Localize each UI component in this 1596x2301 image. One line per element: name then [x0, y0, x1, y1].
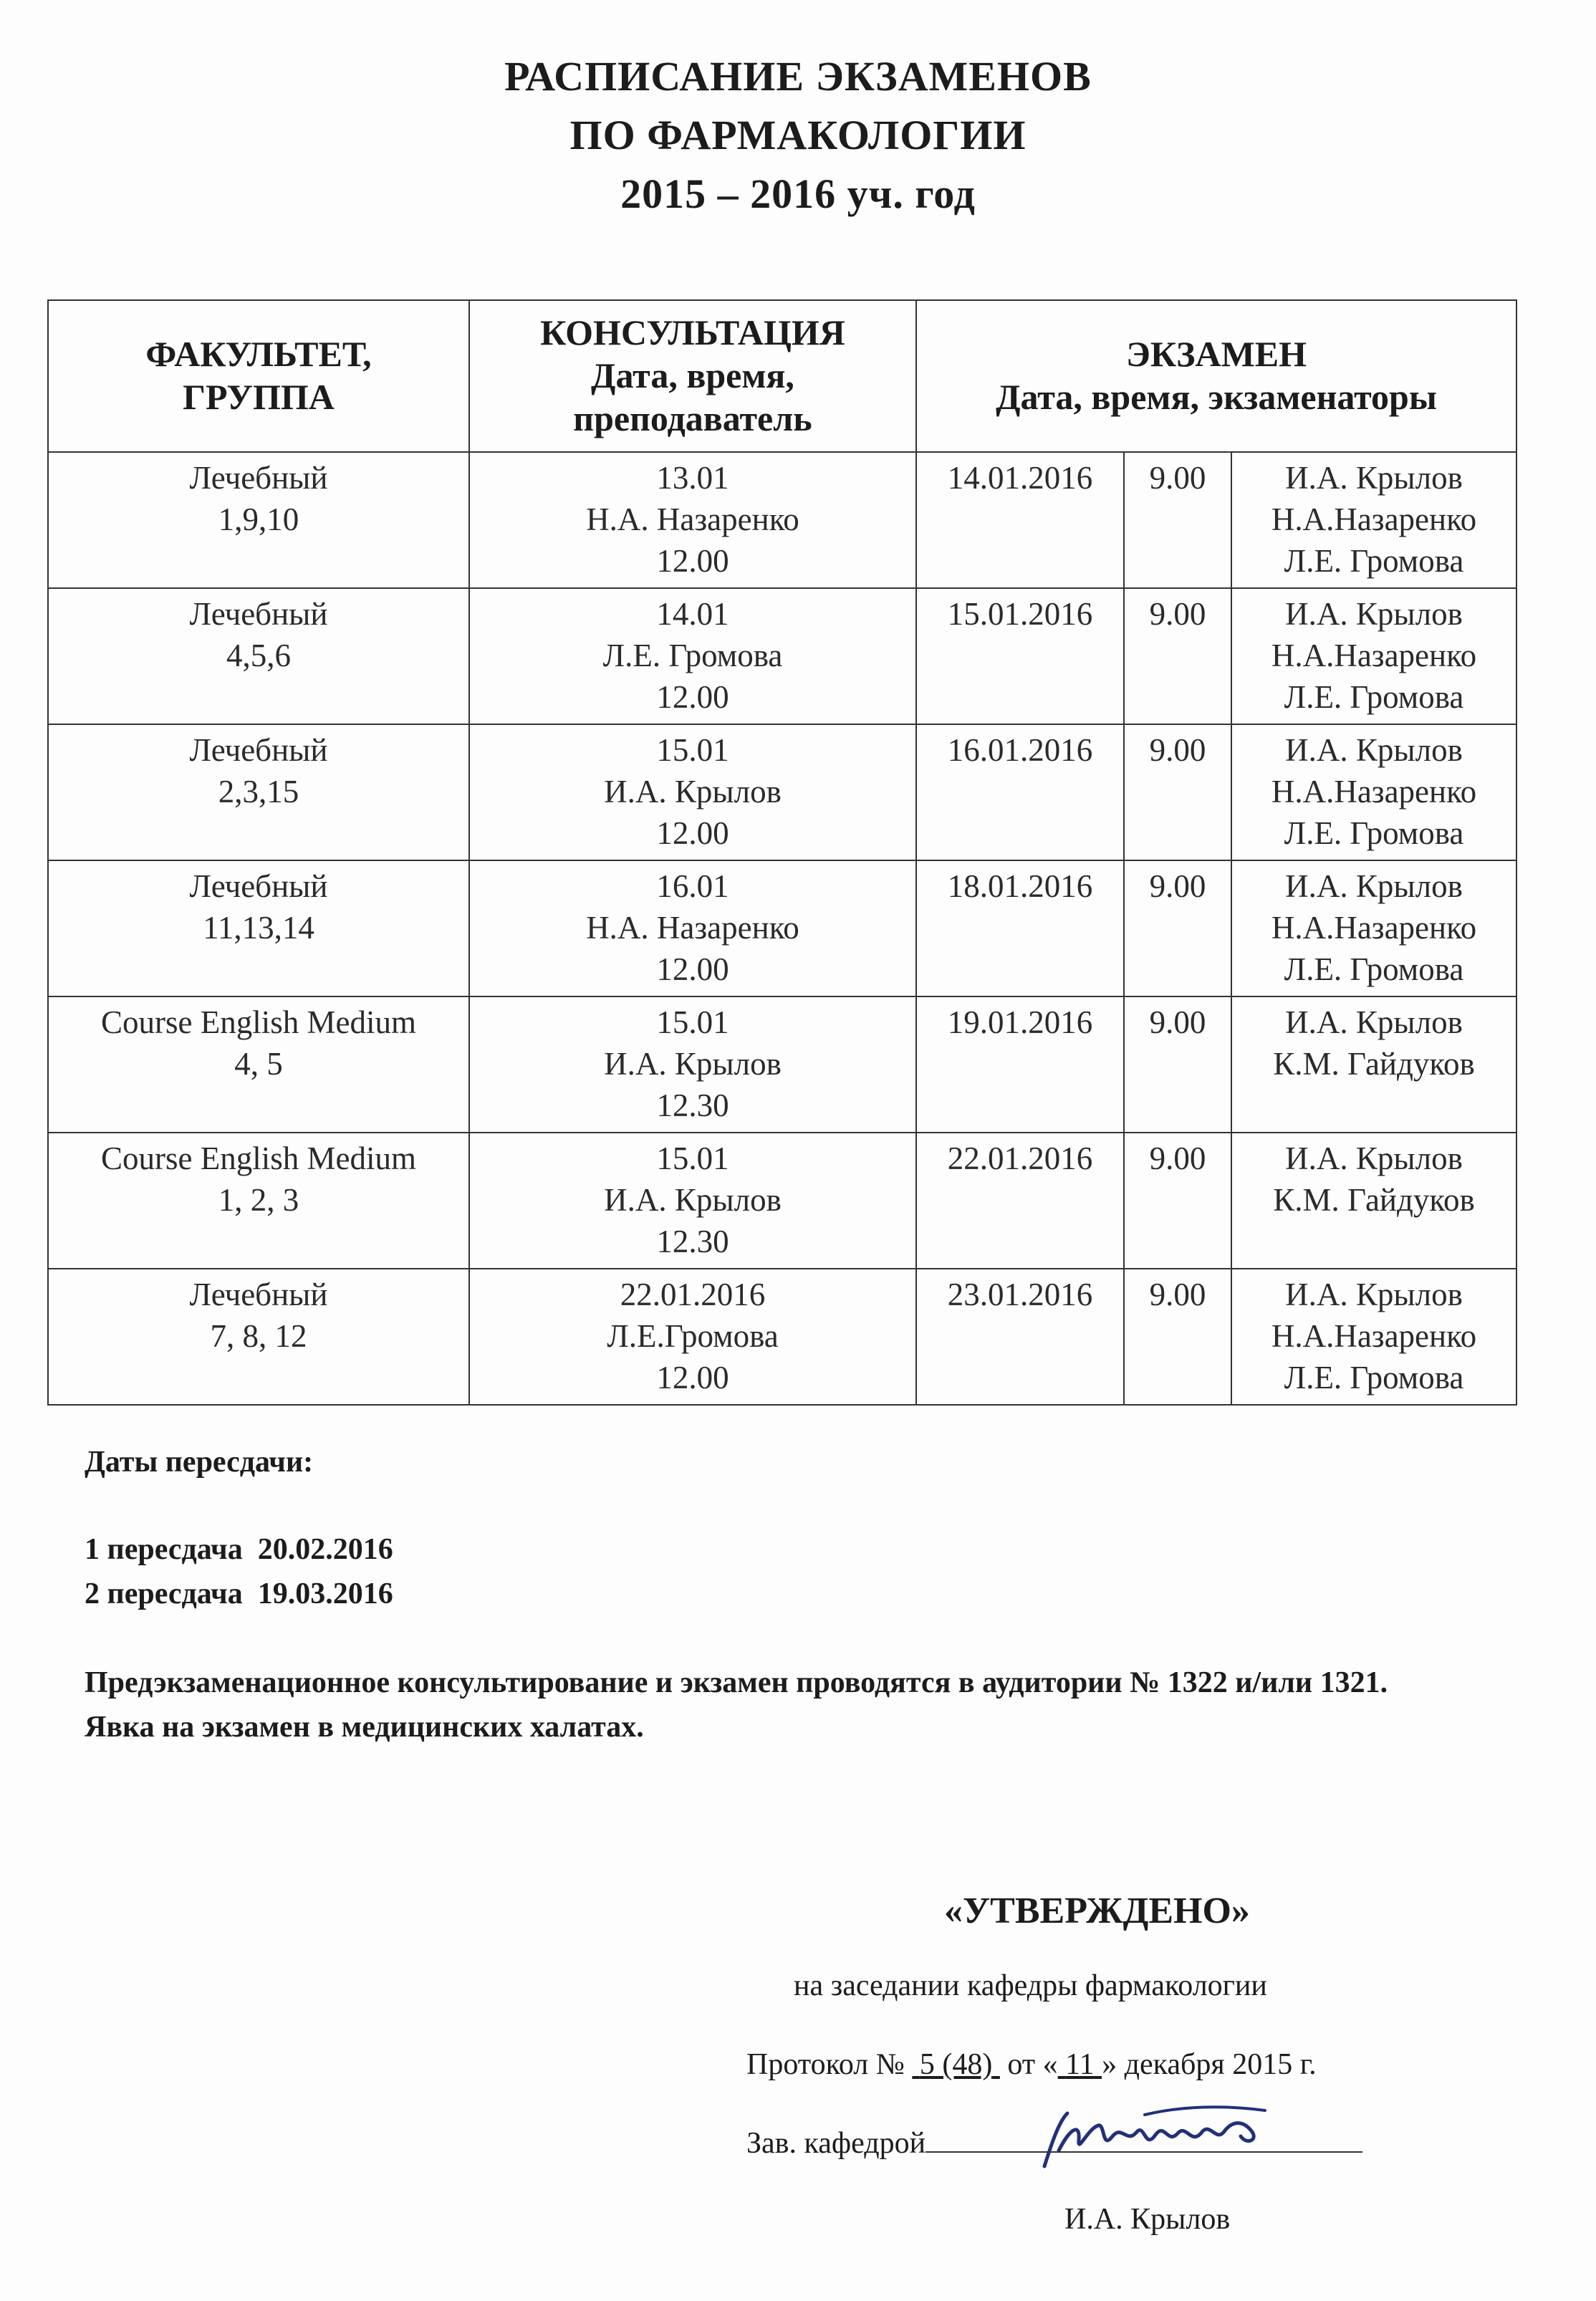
cell-examiners: И.А. Крылов Н.А.Назаренко Л.Е. Громова: [1231, 724, 1516, 860]
table-row: [48, 1133, 1516, 1269]
cell-faculty-group: Лечебный 4,5,6: [48, 588, 469, 724]
header-consultation: КОНСУЛЬТАЦИЯ Дата, время, преподаватель: [469, 300, 916, 452]
cell-examiners: И.А. Крылов Н.А.Назаренко Л.Е. Громова: [1231, 860, 1516, 996]
table-row: [48, 588, 1516, 724]
protocol-day: 11: [1065, 2048, 1095, 2081]
cell-exam-date: 16.01.2016: [916, 724, 1124, 860]
approval-title: «УТВЕРЖДЕНО»: [944, 1891, 1250, 1931]
table-row: [48, 724, 1516, 860]
document-title: [0, 47, 1596, 224]
cell-exam-time: 9.00: [1124, 1133, 1231, 1269]
location-note: Предэкзаменационное консультирование и экзамен проводятся в аудитории № 1322 и/или 1321.: [85, 1666, 1388, 1699]
cell-exam-date: 18.01.2016: [916, 860, 1124, 996]
table-row: [48, 1269, 1516, 1405]
cell-consultation: 14.01 Л.Е. Громова 12.00: [469, 588, 916, 724]
retakes-block: [85, 1440, 1510, 1484]
cell-exam-time: 9.00: [1124, 588, 1231, 724]
cell-exam-date: 15.01.2016: [916, 588, 1124, 724]
protocol-number: 5 (48): [919, 2048, 993, 2081]
cell-faculty-group: Лечебный 7, 8, 12: [48, 1269, 469, 1405]
cell-exam-date: 14.01.2016: [916, 452, 1124, 588]
exam-notes: [85, 1661, 1510, 1749]
cell-examiners: И.А. Крылов Н.А.Назаренко Л.Е. Громова: [1231, 452, 1516, 588]
cell-examiners: И.А. Крылов Н.А.Назаренко Л.Е. Громова: [1231, 588, 1516, 724]
title-line-2: ПО ФАРМАКОЛОГИИ: [569, 112, 1027, 158]
cell-exam-time: 9.00: [1124, 1269, 1231, 1405]
approval-head: Зав. кафедрой: [746, 2122, 1362, 2165]
exam-schedule-table: [47, 299, 1517, 1406]
cell-exam-time: 9.00: [1124, 860, 1231, 996]
cell-examiners: И.А. Крылов К.М. Гайдуков: [1231, 1133, 1516, 1269]
title-line-1: РАСПИСАНИЕ ЭКЗАМЕНОВ: [504, 53, 1092, 100]
table-row: [48, 996, 1516, 1133]
cell-faculty-group: Лечебный 2,3,15: [48, 724, 469, 860]
approval-protocol: Протокол № 5 (48) от « 11 » декабря 2015 г.: [746, 2048, 1317, 2081]
cell-consultation: 16.01 Н.А. Назаренко 12.00: [469, 860, 916, 996]
cell-exam-time: 9.00: [1124, 996, 1231, 1133]
cell-faculty-group: Course English Medium 1, 2, 3: [48, 1133, 469, 1269]
retake-1: 1 пересдача 20.02.2016: [85, 1533, 393, 1566]
cell-faculty-group: Лечебный 1,9,10: [48, 452, 469, 588]
approval-meeting: на заседании кафедры фармакологии: [794, 1969, 1267, 2002]
cell-examiners: И.А. Крылов Н.А.Назаренко Л.Е. Громова: [1231, 1269, 1516, 1405]
cell-exam-date: 22.01.2016: [916, 1133, 1124, 1269]
cell-exam-date: 19.01.2016: [916, 996, 1124, 1133]
title-line-3: 2015 – 2016 уч. год: [620, 170, 976, 217]
table-header-row: [48, 300, 1516, 452]
retake-dates: [85, 1527, 1510, 1616]
cell-consultation: 15.01 И.А. Крылов 12.30: [469, 996, 916, 1133]
table-row: [48, 452, 1516, 588]
cell-exam-date: 23.01.2016: [916, 1269, 1124, 1405]
cell-consultation: 15.01 И.А. Крылов 12.00: [469, 724, 916, 860]
retake-2: 2 пересдача 19.03.2016: [85, 1577, 393, 1610]
handwritten-signature: [1037, 2100, 1274, 2179]
cell-faculty-group: Лечебный 11,13,14: [48, 860, 469, 996]
cell-exam-time: 9.00: [1124, 452, 1231, 588]
cell-consultation: 22.01.2016 Л.Е.Громова 12.00: [469, 1269, 916, 1405]
cell-exam-time: 9.00: [1124, 724, 1231, 860]
head-name: И.А. Крылов: [1064, 2203, 1231, 2236]
dress-note: Явка на экзамен в медицинских халатах.: [85, 1711, 644, 1744]
cell-faculty-group: Course English Medium 4, 5: [48, 996, 469, 1133]
table-row: [48, 860, 1516, 996]
cell-consultation: 13.01 Н.А. Назаренко 12.00: [469, 452, 916, 588]
header-exam: ЭКЗАМЕН Дата, время, экзаменаторы: [916, 300, 1516, 452]
header-faculty: ФАКУЛЬТЕТ, ГРУППА: [48, 300, 469, 452]
cell-examiners: И.А. Крылов К.М. Гайдуков: [1231, 996, 1516, 1133]
cell-consultation: 15.01 И.А. Крылов 12.30: [469, 1133, 916, 1269]
retakes-heading: Даты пересдачи:: [85, 1446, 314, 1479]
